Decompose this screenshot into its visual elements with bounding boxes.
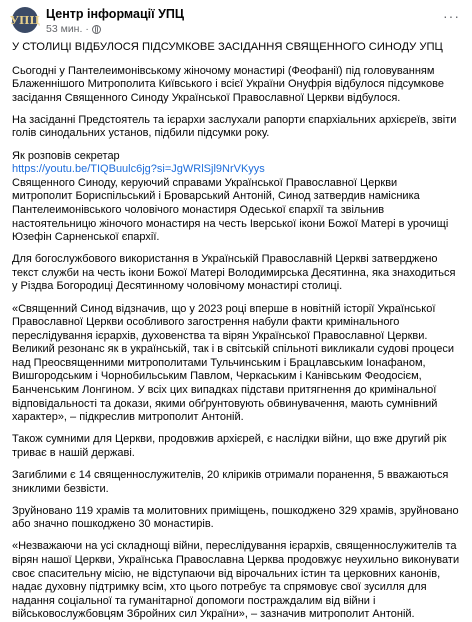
post-body <box>12 41 460 622</box>
header-text <box>46 7 184 36</box>
paragraph-2: На засіданні Предстоятель та ієрархи заслухали рапорти єпархіальних архієреїв, звіти голів синодальних установ, підбили підсумки року. <box>12 113 457 140</box>
post-header <box>12 7 460 41</box>
paragraph-3 <box>12 150 460 245</box>
post-timestamp[interactable]: 53 мин. <box>46 23 83 35</box>
globe-icon <box>92 25 101 34</box>
paragraph-3-rest: Священного Синоду, керуючий справами Української Православної Церкви митрополит Бориспільський і Броварський Антоній, Синод затвердив намісника Пантелеимонівського чоловічого монастиря Одеської єпархії та звільнив настоятельницю жіночого монастиря на честь Іверської ікони Божої Матері в урочищі Юзефін Сарненської єпархії. <box>12 176 449 244</box>
paragraph-4: Для богослужбового використання в Українській Православній Церкві затверджено текст служби на честь ікони Божої Матері Володимирська Десятинна, яка знаходиться у Різдва Богородиці Десятинному чоловічому монастирі столиці. <box>12 253 456 293</box>
post-meta <box>46 22 184 36</box>
paragraph-6: Також сумними для Церкви, продовжив архієрей, є наслідки війни, що вже другий рік триває в нашій державі. <box>12 433 447 459</box>
paragraph-1: Сьогодні у Пантелеимонівському жіночому монастирі (Феофанії) під головуванням Блаженнішого Митрополита Київського і всієї України Онуфрія відбулося підсумкове засідання Священного Синоду Української Православної Церкви відбулося. <box>12 64 444 104</box>
post-title: У СТОЛИЦІ ВІДБУЛОСЯ ПІДСУМКОВЕ ЗАСІДАННЯ СВЯЩЕННОГО СИНОДУ УПЦ <box>12 41 443 53</box>
paragraph-8: Зруйновано 119 храмів та молитовних приміщень, пошкоджено 329 храмів, зруйновано або значно пошкоджено 30 монастирів. <box>12 504 459 531</box>
paragraph-9: «Незважаючи на усі складнощі війни, переслідування ієрархів, священнослужителів та вірян нашої Церкви, Українська Православна Церква продовжує неухильно виконувати своє спасительну місію, не відступаючи від вірочальних істин та церковних канонів, надає духовну підтримку всім, хто цього потребує та спрямовує свої зусилля для надання соціальної та гуманітарної допомоги постраждалим від війни і військовослужбовцям Збройних сил України», – зазначив митрополит Антоній. <box>12 540 460 621</box>
paragraph-5: «Священний Синод відзначив, що у 2023 році вперше в новітній історії Української Православної Церкви особливого загострення набули факти кримінального переслідування ієрархів, духовенства та вірян Української Православної Церкви. Великий резонанс як в українській, так і в світській спільноті викликали судові процеси над Преосвященними митрополитами Тульчинським і Брацлавським Іонафаном, Вишгородським і Чорнобильським Павлом, Черкаським і Канівським Феодосієм, Банченським Лонгином. У всіх цих випадках підстави притягнення до кримінальної відповідальності та докази, якими обґрунтовують обвинувачення, мають сумнівний характер», – підкреслив митрополит Антоній. <box>12 302 454 424</box>
paragraph-3-intro: Як розповів секретар <box>12 149 120 162</box>
more-icon[interactable]: ··· <box>443 8 460 24</box>
page-name-link[interactable]: Центр інформації УПЦ <box>46 7 184 21</box>
paragraph-7: Загиблими є 14 священнослужителів, 20 кліриків отримали поранення, 5 вважаються зниклими безвісти. <box>12 469 449 495</box>
page-avatar[interactable]: УПЦ <box>12 7 38 33</box>
meta-separator: · <box>85 23 89 35</box>
youtube-link[interactable]: https://youtu.be/TIQBuulc6jg?si=JgWRlSjl9NrVKyys <box>12 163 265 176</box>
